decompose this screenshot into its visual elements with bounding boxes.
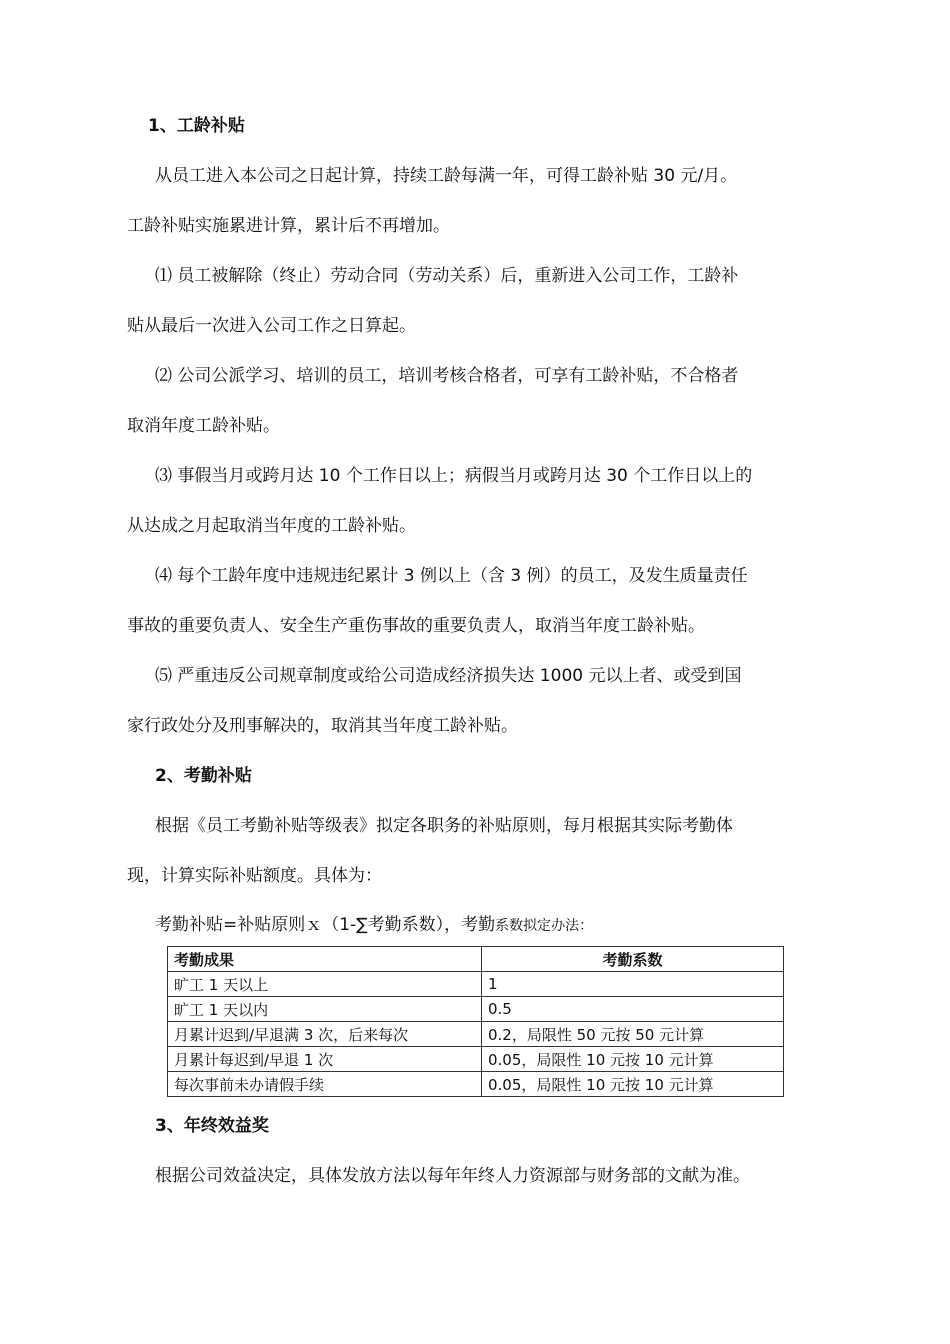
list-item-1-line: ⑴ 员工被解除（终止）劳动合同（劳动关系）后，重新进入公司工作，工龄补	[155, 266, 739, 286]
paragraph-line: 工龄补贴实施累进计算，累计后不再增加。	[127, 216, 450, 236]
table-cell: 月累计迟到/早退满 3 次，后来每次	[168, 1022, 482, 1047]
table-cell: 0.05，局限性 10 元按 10 元计算	[482, 1072, 784, 1097]
table-cell: 0.5	[482, 997, 784, 1022]
table-row	[168, 1072, 784, 1097]
table-cell: 0.05，局限性 10 元按 10 元计算	[482, 1047, 784, 1072]
list-item-4-line: 事故的重要负责人、安全生产重伤事故的重要负责人，取消当年度工龄补贴。	[127, 616, 705, 636]
table-cell: 月累计每迟到/早退 1 次	[168, 1047, 482, 1072]
paragraph-line: 根据公司效益决定，具体发放方法以每年年终人力资源部与财务部的文献为准。	[155, 1166, 750, 1186]
list-item-3-line: ⑶ 事假当月或跨月达 10 个工作日以上；病假当月或跨月达 30 个工作日以上的	[155, 466, 753, 486]
table-cell: 每次事前未办请假手续	[168, 1072, 482, 1097]
table-cell: 旷工 1 天以内	[168, 997, 482, 1022]
list-item-5-line: 家行政处分及刑事解决的，取消其当年度工龄补贴。	[127, 716, 518, 736]
attendance-coefficient-table	[167, 946, 784, 1097]
table-row	[168, 997, 784, 1022]
list-item-1-line: 贴从最后一次进入公司工作之日算起。	[127, 316, 416, 336]
formula-line	[155, 912, 593, 939]
table-header-cell: 考勤系数	[482, 947, 784, 972]
section-1-heading: 1、工龄补贴	[148, 116, 245, 136]
formula-text: 考勤补贴=补贴原则ｘ（1-∑考勤系数），考勤	[155, 915, 496, 935]
table-row	[168, 1022, 784, 1047]
list-item-2-line: 取消年度工龄补贴。	[127, 416, 280, 436]
paragraph-line: 从员工进入本公司之日起计算，持续工龄每满一年，可得工龄补贴 30 元/月。	[155, 166, 738, 186]
table-row	[168, 972, 784, 997]
paragraph-line: 现，计算实际补贴额度。具体为：	[127, 866, 382, 886]
list-item-4-line: ⑷ 每个工龄年度中违规违纪累计 3 例以上（含 3 例）的员工，及发生质量责任	[155, 566, 748, 586]
list-item-2-line: ⑵ 公司公派学习、培训的员工，培训考核合格者，可享有工龄补贴，不合格者	[155, 366, 739, 386]
table-cell: 0.2，局限性 50 元按 50 元计算	[482, 1022, 784, 1047]
table-cell: 旷工 1 天以上	[168, 972, 482, 997]
section-2-heading: 2、考勤补贴	[155, 766, 252, 786]
table-cell: 1	[482, 972, 784, 997]
list-item-3-line: 从达成之月起取消当年度的工龄补贴。	[127, 516, 416, 536]
section-3-heading: 3、年终效益奖	[155, 1116, 269, 1136]
table-header-cell: 考勤成果	[168, 947, 482, 972]
table-header-row	[168, 947, 784, 972]
formula-tail: 系数拟定办法：	[495, 918, 594, 934]
table-row	[168, 1047, 784, 1072]
list-item-5-line: ⑸ 严重违反公司规章制度或给公司造成经济损失达 1000 元以上者、或受到国	[155, 666, 742, 686]
paragraph-line: 根据《员工考勤补贴等级表》拟定各职务的补贴原则，每月根据其实际考勤体	[155, 816, 733, 836]
